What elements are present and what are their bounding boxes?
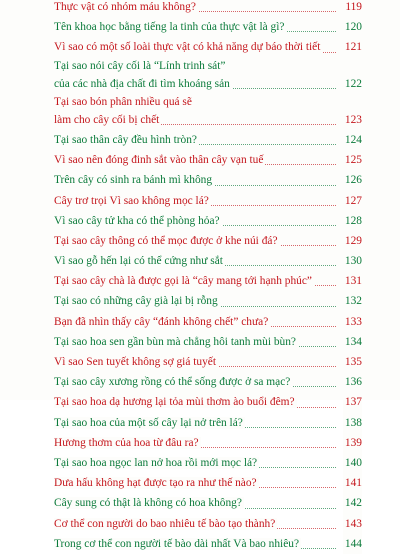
toc-entry-title: Tại sao cây chà là được gọi là “cây mang tới hạnh phúc” [54,275,312,288]
toc-entry-title: Tên khoa học bằng tiếng la tinh của thực vật là gì? [54,21,285,34]
toc-entry-page-number: 120 [343,17,362,37]
toc-entry-page-number: 141 [343,473,362,493]
toc-entry-page-number: 134 [343,332,362,352]
toc-entry-page-number: 124 [343,130,362,150]
toc-entry-page-number: 137 [343,392,362,412]
toc-entry-title: Dưa hấu không hạt được tạo ra như thế nào? [54,477,257,490]
toc-entry-page-number: 130 [343,251,362,271]
toc-entry-title: Bạn đã nhìn thấy cây “đánh không chết” chưa? [54,315,269,328]
toc-entry [54,514,362,534]
toc-entry-title: của các nhà địa chất đi tìm khoáng sản [54,77,230,90]
toc-entry-title: Tại sao nói cây cối là “Lính trinh sát” [54,59,226,72]
toc-entry [54,473,362,493]
toc-entry-page-number: 139 [343,433,362,453]
toc-entry [54,392,362,412]
toc-entry [54,94,358,110]
toc-entry-title: Tại sao cây xương rồng có thể sống được ở sa mạc? [54,376,291,389]
toc-entry-page-number: 123 [343,110,362,130]
toc-entry-page-number: 119 [343,0,362,17]
toc-entry [54,271,362,291]
toc-entry-page-number: 132 [343,291,362,311]
toc-entry [54,413,362,433]
toc-entry-page-number: 144 [343,534,362,554]
toc-entry-page-number: 136 [343,372,362,392]
toc-entry-title: Cây sung có thật là không có hoa không? [54,497,242,510]
toc-entry-page-number: 127 [343,191,362,211]
toc-entry-title: Tại sao có những cây già lại bị rỗng [54,295,218,308]
toc-entry-title: Tại sao thân cây đều hình tròn? [54,133,197,146]
toc-entry-page-number: 126 [343,170,362,190]
toc-entry-page-number: 140 [343,453,362,473]
toc-entry [54,17,362,37]
toc-entry-title: Vì sao Sen tuyết không sợ giá tuyết [54,356,216,368]
toc-entry-title: Cơ thể con người do bao nhiêu tế bào tạo thành? [54,517,276,530]
toc-entry [54,191,362,211]
toc-entry [54,150,362,170]
toc-entry [54,74,362,94]
toc-entry-title: Cây trơ trọi Vì sao không mọc lá? [54,194,209,207]
toc-entry [54,58,358,74]
toc-entry-page-number: 121 [343,37,362,57]
toc-entry [54,110,362,130]
toc-entry-title: Tại sao cây thông có thể mọc được ở khe núi đá? [54,234,278,247]
toc-entry-page-number: 133 [343,312,362,332]
toc-entry-title: Vì sao cây tử kha có thể phòng hỏa? [54,214,220,227]
toc-entry [54,170,362,190]
toc-entry-title: Trong cơ thể con người tế bào dài nhất Và bao nhiêu? [54,537,300,550]
toc-entry [54,332,362,352]
toc-entry-title: Tại sao hoa ngọc lan nở hoa rồi mới mọc lá? [54,456,258,469]
toc-entry-title: Tại sao hoa sen gần bùn mà chẳng hôi tanh mùi bùn? [54,335,296,348]
toc-entry-page-number: 143 [343,514,362,534]
toc-entry-page-number: 131 [343,271,362,291]
toc-entry-title: Vì sao có một số loài thực vật có khả năng dự báo thời tiết [54,41,321,54]
toc-entry [54,291,362,311]
toc-entry-page-number: 138 [343,413,362,433]
toc-entry-page-number: 142 [343,493,362,513]
toc-entry [54,493,362,513]
toc-entry-title: Trên cây có sinh ra bánh mì không [54,174,213,187]
toc-entry [54,231,362,251]
toc-entry [54,312,362,332]
toc-entry [54,130,362,150]
toc-entry-title: Vì sao gỗ hến lại có thể cứng như sắt [54,255,223,268]
toc-entry-title: Vì sao nên đóng đinh sắt vào thân cây vạn tuế [54,154,264,167]
toc-entry [54,372,362,392]
toc-entry [54,352,362,372]
toc-entry-page-number: 135 [343,352,362,372]
toc-entry [54,0,362,17]
toc-entry-title: Hương thơm của hoa từ đâu ra? [54,436,199,449]
toc-entry-page-number: 125 [343,150,362,170]
toc-entry [54,534,362,554]
toc-entry-page-number: 129 [343,231,362,251]
toc-entry [54,211,362,231]
toc-entry-page-number: 128 [343,211,362,231]
table-of-contents [54,0,362,554]
toc-entry-title: Tại sao hoa của một số cây lại nở trên lá? [54,416,243,429]
toc-entry-page-number: 122 [343,74,362,94]
toc-entry [54,453,362,473]
toc-entry-title: Tại sao bón phân nhiều quá sẽ [54,95,192,108]
toc-entry-title: làm cho cây cối bị chết [54,113,160,126]
toc-entry [54,251,362,271]
toc-entry-title: Tại sao hoa dạ hương lại tỏa mùi thơm ào buổi đêm? [54,396,295,409]
toc-entry [54,37,362,57]
toc-entry-title: Thực vật có nhóm máu không? [54,1,196,13]
toc-entry [54,433,362,453]
